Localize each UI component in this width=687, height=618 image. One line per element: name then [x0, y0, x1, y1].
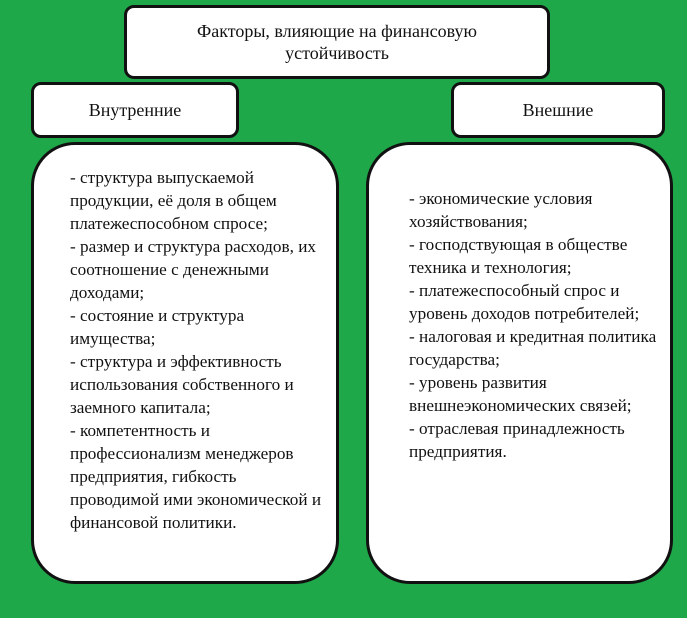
- internal-factors-list: [70, 166, 328, 534]
- internal-factors-label: Внутренние: [88, 99, 182, 120]
- external-factors-label: Внешние: [522, 99, 594, 120]
- external-factors-header: [451, 82, 665, 138]
- diagram-title-box: [124, 5, 550, 79]
- list-item: - платежеспособный спрос и уровень доходов потребителей;: [409, 281, 640, 323]
- internal-factors-box: [31, 142, 339, 584]
- list-item: - экономические условия хозяйствования;: [409, 189, 593, 231]
- list-item: - господствующая в обществе техника и технология;: [409, 235, 628, 277]
- list-item: - состояние и структура имущества;: [70, 306, 245, 348]
- list-item: - структура выпускаемой продукции, её доля в общем платежеспособном спросе;: [70, 168, 277, 233]
- list-item: - размер и структура расходов, их соотношение с денежными доходами;: [70, 237, 317, 302]
- internal-factors-header: [31, 82, 239, 138]
- list-item: - отраслевая принадлежность предприятия.: [409, 419, 625, 461]
- diagram-title: Факторы, влияющие на финансовую устойчивость: [196, 21, 478, 63]
- external-factors-box: [366, 142, 673, 584]
- list-item: - структура и эффективность использования собственного и заемного капитала;: [70, 352, 294, 417]
- list-item: - уровень развития внешнеэкономических связей;: [409, 373, 632, 415]
- external-factors-list: [409, 187, 671, 463]
- list-item: - компетентность и профессионализм менеджеров предприятия, гибкость проводимой ими экономической и финансовой политики.: [70, 421, 322, 532]
- list-item: - налоговая и кредитная политика государства;: [409, 327, 657, 369]
